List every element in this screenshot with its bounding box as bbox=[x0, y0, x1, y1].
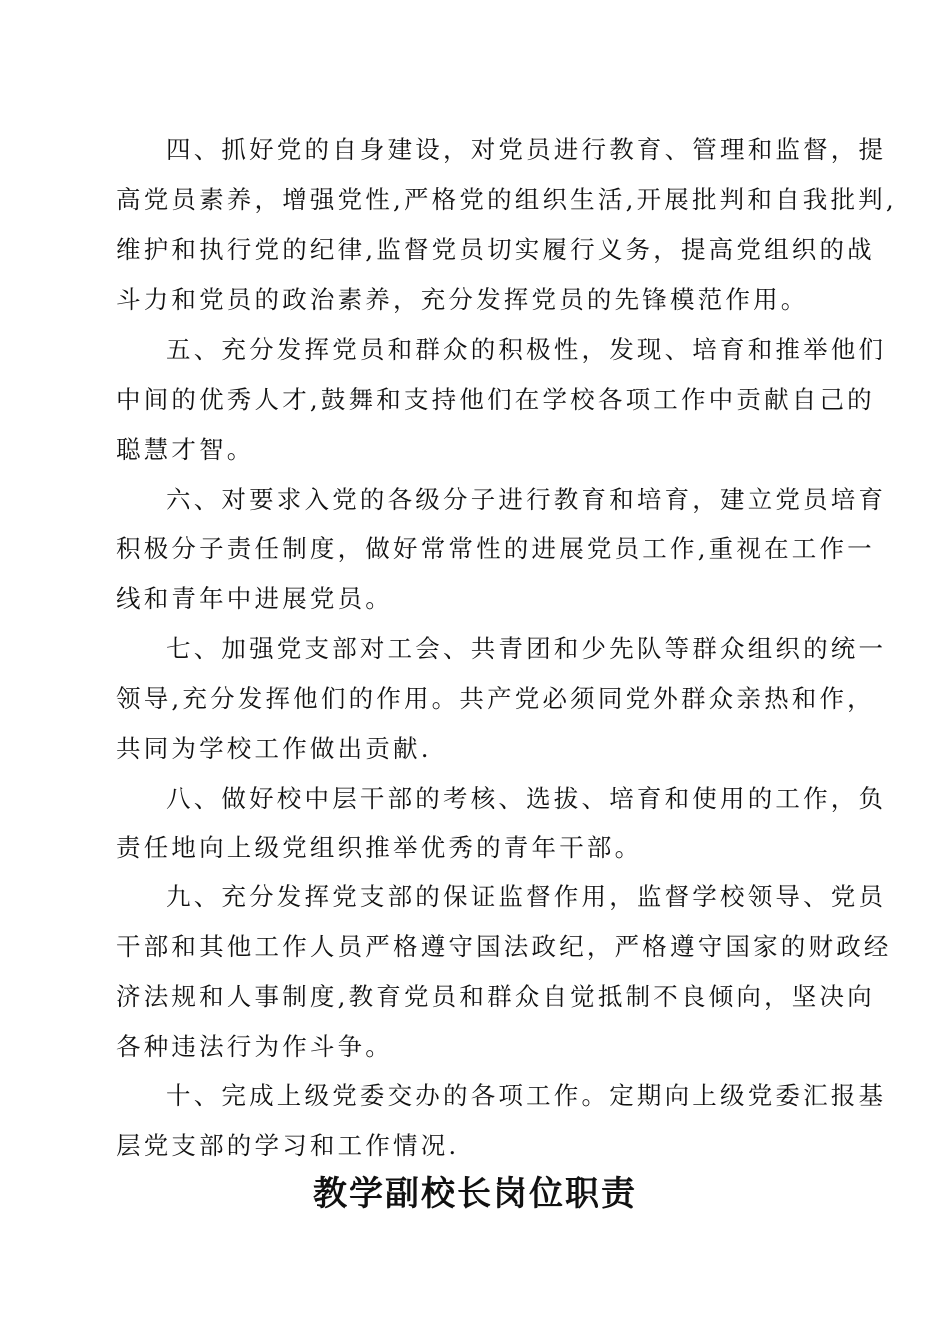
paragraph-5-line-3: 聪慧才智。 bbox=[116, 435, 255, 464]
paragraph-10-line-2: 层党支部的学习和工作情况. bbox=[116, 1131, 460, 1160]
paragraph-8-line-1: 八、做好校中层干部的考核、选拔、培育和使用的工作，负 bbox=[166, 784, 887, 813]
paragraph-9-line-3: 济法规和人事制度,教育党员和群众自觉抵制不良倾向，坚决向 bbox=[116, 982, 875, 1011]
paragraph-6-line-3: 线和青年中进展党员。 bbox=[116, 584, 393, 613]
paragraph-7-line-1: 七、加强党支部对工会、共青团和少先队等群众组织的统一 bbox=[166, 634, 887, 663]
section-title: 教学副校长岗位职责 bbox=[313, 1174, 637, 1214]
paragraph-8-line-2: 责任地向上级党组织推举优秀的青年干部。 bbox=[116, 833, 643, 862]
paragraph-4-line-2: 高党员素养，增强党性,严格党的组织生活,开展批判和自我批判, bbox=[116, 185, 897, 214]
paragraph-9-line-4: 各种违法行为作斗争。 bbox=[116, 1032, 393, 1061]
paragraph-4-line-1: 四、抓好党的自身建设，对党员进行教育、管理和监督，提 bbox=[166, 135, 887, 164]
paragraph-7-line-2: 领导,充分发挥他们的作用。共产党必须同党外群众亲热和作， bbox=[116, 684, 875, 713]
paragraph-6-line-1: 六、对要求入党的各级分子进行教育和培育，建立党员培育 bbox=[166, 485, 887, 514]
paragraph-10-line-1: 十、完成上级党委交办的各项工作。定期向上级党委汇报基 bbox=[166, 1081, 887, 1110]
paragraph-4-line-3: 维护和执行党的纪律,监督党员切实履行义务，提高党组织的战 bbox=[116, 235, 875, 264]
paragraph-7-line-3: 共同为学校工作做出贡献. bbox=[116, 734, 432, 763]
paragraph-4-line-4: 斗力和党员的政治素养，充分发挥党员的先锋模范作用。 bbox=[116, 285, 809, 314]
paragraph-9-line-2: 干部和其他工作人员严格遵守国法政纪，严格遵守国家的财政经 bbox=[116, 932, 892, 961]
paragraph-9-line-1: 九、充分发挥党支部的保证监督作用，监督学校领导、党员 bbox=[166, 882, 887, 911]
paragraph-5-line-2: 中间的优秀人才,鼓舞和支持他们在学校各项工作中贡献自己的 bbox=[116, 385, 875, 414]
paragraph-6-line-2: 积极分子责任制度，做好常常性的进展党员工作,重视在工作一 bbox=[116, 534, 875, 563]
paragraph-5-line-1: 五、充分发挥党员和群众的积极性，发现、培育和推举他们 bbox=[166, 335, 887, 364]
